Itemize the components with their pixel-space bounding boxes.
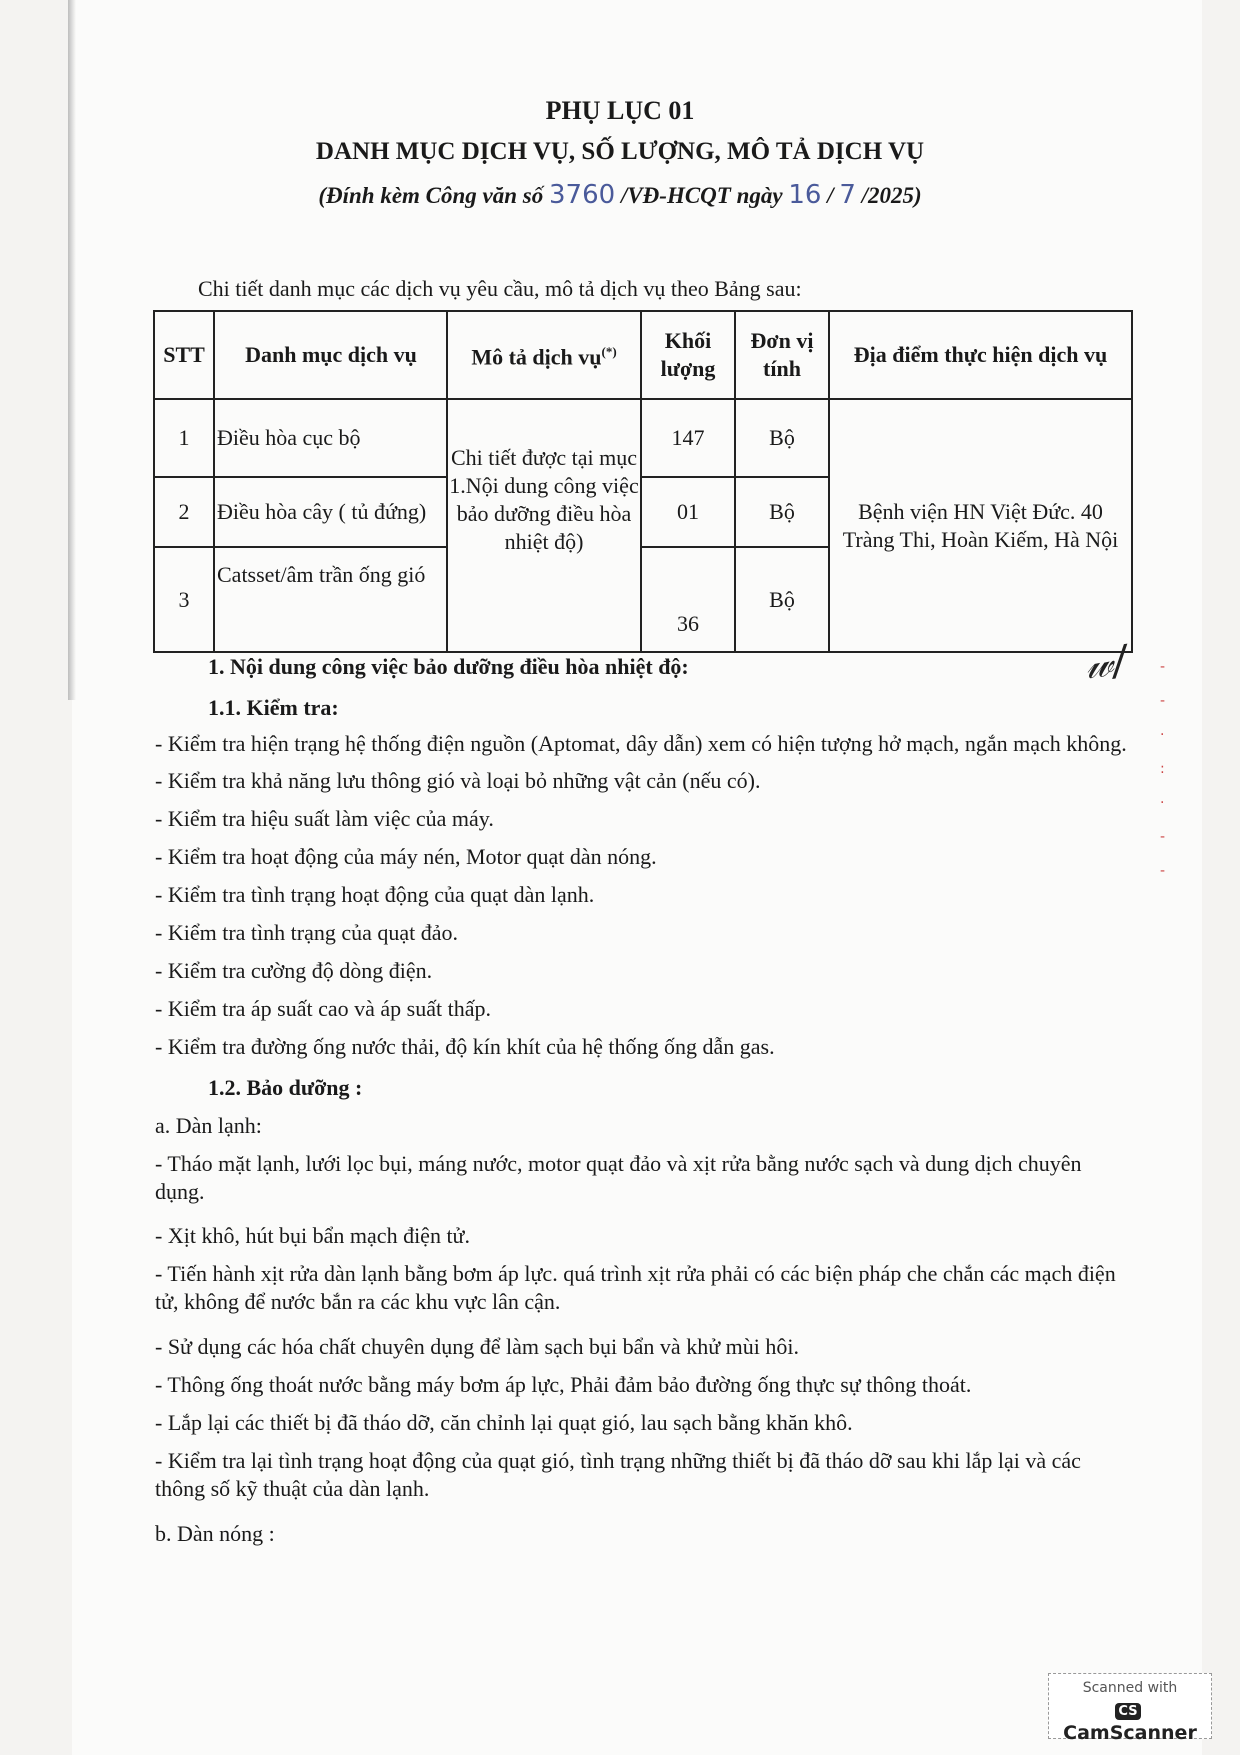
list-item: - Thông ống thoát nước bằng máy bơm áp lực, Phải đảm bảo đường ống thực sự thông thoát. — [155, 1372, 972, 1397]
list-item: - Kiểm tra tình trạng hoạt động của quạt dàn lạnh. — [155, 882, 595, 907]
list-item: - Kiểm tra lại tình trạng hoạt động của quạt gió, tình trạng những thiết bị đã tháo dỡ sau khi lắp lại và các thông số kỹ thuật của dàn lạnh. — [155, 1448, 1081, 1501]
header-unit: Đơn vị tính — [735, 311, 829, 399]
ref-mid: /VĐ-HCQT ngày — [615, 183, 789, 208]
row-qty: 01 — [641, 477, 735, 547]
list-item: - Kiểm tra khả năng lưu thông gió và loại bỏ những vật cản (nếu có). — [155, 768, 761, 793]
watermark-brand — [1049, 1700, 1211, 1744]
table-row — [154, 399, 1132, 477]
section-1-1-title: 1.1. Kiểm tra: — [208, 695, 339, 720]
doc-title: PHỤ LỤC 01 — [545, 96, 695, 125]
row-name: Catsset/âm trần ống gió — [214, 547, 447, 652]
camscanner-watermark — [1048, 1673, 1212, 1744]
header-desc-label: Mô tả dịch vụ — [471, 344, 602, 370]
list-item: - Xịt khô, hút bụi bẩn mạch điện tử. — [155, 1223, 470, 1248]
row-stt: 1 — [154, 399, 214, 477]
row-qty: 147 — [641, 399, 735, 477]
margin-marks: - - · : · - - — [1160, 659, 1166, 879]
row-stt: 3 — [154, 547, 214, 652]
row-stt: 2 — [154, 477, 214, 547]
row-name: Điều hòa cục bộ — [214, 399, 447, 477]
list-item: - Kiểm tra hiệu suất làm việc của máy. — [155, 806, 494, 831]
ref-month-handwritten: 7 — [839, 180, 856, 210]
section-1-2-title: 1.2. Bảo dưỡng : — [208, 1075, 363, 1100]
table-header-row — [154, 311, 1132, 399]
watermark-brand-name: CamScanner — [1063, 1722, 1197, 1744]
subsection-a-label: a. Dàn lạnh: — [155, 1113, 262, 1138]
signature-initials: 𝓌/ — [1081, 637, 1130, 689]
list-item: - Tiến hành xịt rửa dàn lạnh bằng bơm áp lực. quá trình xịt rửa phải có các biện pháp che chắn các mạch điện tử, không để nước bắn ra các khu vực lân cận. — [155, 1261, 1116, 1314]
ref-prefix: (Đính kèm Công văn số — [318, 183, 550, 208]
ref-suffix: /2025) — [855, 183, 922, 208]
header-qty: Khối lượng — [641, 311, 735, 399]
list-item: - Kiểm tra hiện trạng hệ thống điện nguồn (Aptomat, dây dẫn) xem có hiện tượng hở mạch, ngắn mạch không. — [155, 731, 1127, 756]
row-unit: Bộ — [735, 477, 829, 547]
row-qty: 36 — [641, 547, 735, 652]
doc-reference — [0, 180, 1240, 210]
row-unit: Bộ — [735, 547, 829, 652]
ref-number-handwritten: 3760 — [549, 180, 616, 210]
location-merged-cell: Bệnh viện HN Việt Đức. 40 Tràng Thi, Hoàn Kiếm, Hà Nội — [829, 399, 1132, 652]
ref-day-handwritten: 16 — [788, 180, 822, 210]
header-name: Danh mục dịch vụ — [214, 311, 447, 399]
row-name: Điều hòa cây ( tủ đứng) — [214, 477, 447, 547]
header-location: Địa điểm thực hiện dịch vụ — [829, 311, 1132, 399]
header-desc — [447, 311, 641, 399]
header-stt: STT — [154, 311, 214, 399]
list-item: - Tháo mặt lạnh, lưới lọc bụi, máng nước, motor quạt đảo và xịt rửa bằng nước sạch và dung dịch chuyên dụng. — [155, 1151, 1082, 1204]
list-item: - Lắp lại các thiết bị đã tháo dỡ, căn chỉnh lại quạt gió, lau sạch bằng khăn khô. — [155, 1410, 853, 1435]
list-item: - Kiểm tra tình trạng của quạt đảo. — [155, 920, 459, 945]
header-desc-sup: (*) — [601, 344, 617, 360]
service-table — [153, 310, 1133, 653]
camscanner-logo-icon: CS — [1115, 1703, 1140, 1720]
list-item: - Kiểm tra đường ống nước thải, độ kín khít của hệ thống ống dẫn gas. — [155, 1034, 775, 1059]
ref-sep: / — [821, 183, 840, 208]
row-unit: Bộ — [735, 399, 829, 477]
desc-merged-cell: Chi tiết được tại mục 1.Nội dung công việc bảo dưỡng điều hòa nhiệt độ) — [447, 399, 641, 652]
section-1-title: 1. Nội dung công việc bảo dưỡng điều hòa nhiệt độ: — [208, 654, 689, 679]
list-item: - Kiểm tra hoạt động của máy nén, Motor quạt dàn nóng. — [155, 844, 657, 869]
doc-subtitle: DANH MỤC DỊCH VỤ, SỐ LƯỢNG, MÔ TẢ DỊCH VỤ — [315, 138, 925, 165]
list-item: - Sử dụng các hóa chất chuyên dụng để làm sạch bụi bẩn và khử mùi hôi. — [155, 1334, 799, 1359]
intro-text: Chi tiết danh mục các dịch vụ yêu cầu, mô tả dịch vụ theo Bảng sau: — [198, 276, 802, 301]
watermark-line1: Scanned with — [1082, 1680, 1178, 1696]
list-item: - Kiểm tra cường độ dòng điện. — [155, 958, 433, 983]
subsection-b-label: b. Dàn nóng : — [155, 1521, 275, 1546]
list-item: - Kiểm tra áp suất cao và áp suất thấp. — [155, 996, 491, 1021]
